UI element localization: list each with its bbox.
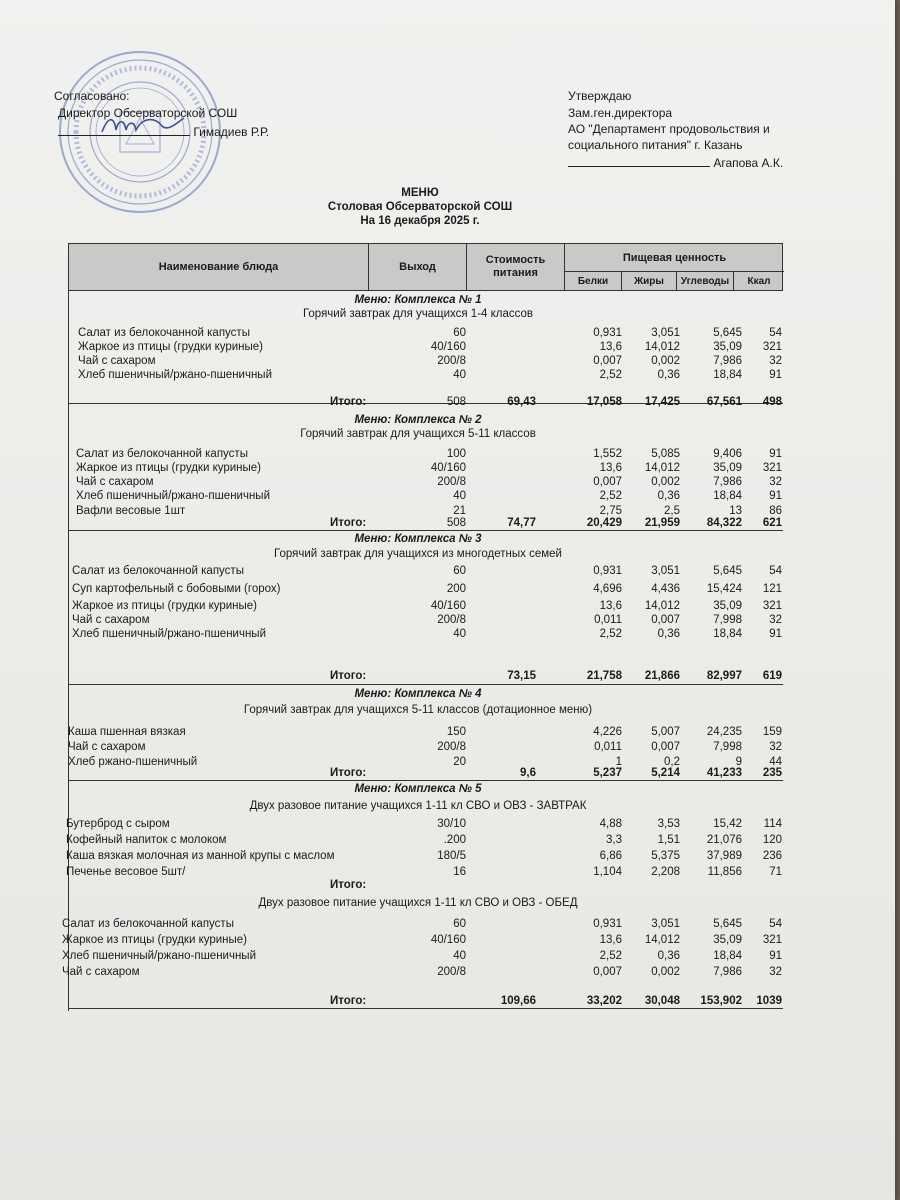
dish-protein: 13,6 xyxy=(599,934,622,946)
total-fat: 30,048 xyxy=(644,995,680,1007)
dish-protein: 0,011 xyxy=(594,741,622,753)
dish-name: Жаркое из птицы (грудки куриные) xyxy=(76,462,262,474)
dish-name: Каша пшенная вязкая xyxy=(68,726,186,738)
dish-yield: 16 xyxy=(453,866,466,878)
dish-name: Каша вязкая молочная из манной крупы с маслом xyxy=(66,850,335,862)
dish-carbs: 5,645 xyxy=(713,327,742,339)
dish-name: Чай с сахаром xyxy=(76,476,154,488)
dish-name: Чай с сахаром xyxy=(68,741,146,753)
section-6-subtitle: Двух разовое питание учащихся 1-11 кл СВО и ОВЗ - ОБЕД xyxy=(258,897,578,909)
dish-kcal: 91 xyxy=(769,628,782,640)
dish-yield: 200/8 xyxy=(437,966,466,978)
dish-carbs: 5,645 xyxy=(713,565,742,577)
title-date: На 16 декабря 2025 г. xyxy=(360,215,480,227)
dish-kcal: 32 xyxy=(769,741,782,753)
dish-yield: 20 xyxy=(453,756,466,768)
director-signature-row xyxy=(58,122,269,140)
dish-carbs: 37,989 xyxy=(706,850,742,862)
dish-protein: 0,007 xyxy=(593,476,622,488)
dish-yield: 40/160 xyxy=(430,462,466,474)
approver-signature-row xyxy=(568,154,783,171)
dish-protein: 13,6 xyxy=(599,341,622,353)
section-4-title: Меню: Комплекса № 4 xyxy=(354,688,482,700)
total-kcal: 1039 xyxy=(756,995,782,1007)
dish-fat: 4,436 xyxy=(651,583,680,595)
total-label: Итого: xyxy=(330,670,367,682)
dish-fat: 14,012 xyxy=(644,600,680,612)
dish-kcal: 54 xyxy=(769,565,782,577)
section-4-subtitle: Горячий завтрак для учащихся 5-11 классов (дотационное меню) xyxy=(243,704,593,716)
dish-yield: .200 xyxy=(443,834,466,846)
dish-protein: 0,007 xyxy=(593,966,622,978)
total-yield: 508 xyxy=(446,517,466,529)
total-label: Итого: xyxy=(330,396,367,408)
section-5-title: Меню: Комплекса № 5 xyxy=(354,783,482,795)
dish-kcal: 54 xyxy=(769,327,782,339)
dish-carbs: 18,84 xyxy=(713,628,742,640)
director-name: Гимадиев Р.Р. xyxy=(193,125,270,139)
header-carbs: Углеводы xyxy=(677,272,734,291)
total-cost: 109,66 xyxy=(500,995,536,1007)
dish-name: Печенье весовое 5шт/ xyxy=(66,866,186,878)
dish-kcal: 121 xyxy=(762,583,782,595)
dish-kcal: 44 xyxy=(769,756,782,768)
total-protein: 21,758 xyxy=(586,670,622,682)
dish-protein: 4,88 xyxy=(599,818,622,830)
header-cost: Стоимость питания xyxy=(467,244,565,290)
dish-name: Салат из белокочанной капусты xyxy=(72,565,244,577)
total-fat: 21,959 xyxy=(644,517,680,529)
total-protein: 33,202 xyxy=(586,995,622,1007)
title-menu: МЕНЮ xyxy=(401,187,439,199)
dish-kcal: 91 xyxy=(769,490,782,502)
dish-protein: 3,3 xyxy=(606,834,622,846)
approver-org-line1: АО "Департамент продовольствия и xyxy=(568,122,770,136)
dish-kcal: 91 xyxy=(769,448,782,460)
dish-carbs: 7,986 xyxy=(713,476,742,488)
dish-name: Хлеб пшеничный/ржано-пшеничный xyxy=(62,950,256,962)
dish-yield: 150 xyxy=(446,726,466,738)
dish-fat: 2,5 xyxy=(664,505,680,517)
dish-protein: 2,52 xyxy=(599,628,622,640)
dish-protein: 4,226 xyxy=(593,726,622,738)
director-signature-line xyxy=(58,122,190,136)
section-2-subtitle: Горячий завтрак для учащихся 5-11 классов xyxy=(300,428,536,440)
divider-4 xyxy=(68,780,783,781)
dish-fat: 0,2 xyxy=(664,756,680,768)
dish-kcal: 321 xyxy=(762,341,782,353)
dish-protein: 6,86 xyxy=(599,850,622,862)
section-3-subtitle: Горячий завтрак для учащихся из многодетных семей xyxy=(274,548,562,560)
total-carbs: 153,902 xyxy=(700,995,742,1007)
dish-name: Жаркое из птицы (грудки куриные) xyxy=(62,934,248,946)
dish-fat: 3,53 xyxy=(657,818,680,830)
dish-protein: 0,931 xyxy=(593,327,622,339)
dish-kcal: 120 xyxy=(762,834,782,846)
header-protein: Белки xyxy=(565,272,622,291)
dish-carbs: 15,42 xyxy=(713,818,742,830)
total-fat: 17,425 xyxy=(644,396,680,408)
dish-fat: 3,051 xyxy=(651,327,680,339)
total-label: Итого: xyxy=(330,767,367,779)
dish-carbs: 15,424 xyxy=(706,583,742,595)
dish-carbs: 9 xyxy=(735,756,742,768)
total-protein: 17,058 xyxy=(586,396,622,408)
total-carbs: 41,233 xyxy=(706,767,742,779)
dish-protein: 2,52 xyxy=(599,950,622,962)
dish-fat: 0,007 xyxy=(651,614,680,626)
total-label: Итого: xyxy=(330,517,367,529)
director-title: Директор Обсерваторской СОШ xyxy=(58,106,238,120)
dish-carbs: 35,09 xyxy=(713,462,742,474)
dish-carbs: 18,84 xyxy=(713,369,742,381)
dish-kcal: 321 xyxy=(762,600,782,612)
agreed-label: Согласовано: xyxy=(54,89,130,103)
total-kcal: 235 xyxy=(762,767,782,779)
dish-fat: 1,51 xyxy=(657,834,680,846)
dish-yield: 60 xyxy=(453,565,466,577)
dish-carbs: 7,998 xyxy=(713,614,742,626)
dish-protein: 13,6 xyxy=(599,600,622,612)
dish-fat: 0,36 xyxy=(657,628,680,640)
dish-kcal: 321 xyxy=(762,462,782,474)
dish-protein: 4,696 xyxy=(593,583,622,595)
header-dish: Наименование блюда xyxy=(69,244,369,290)
dish-carbs: 35,09 xyxy=(713,934,742,946)
dish-yield: 200/8 xyxy=(437,741,466,753)
dish-carbs: 9,406 xyxy=(713,448,742,460)
total-carbs: 67,561 xyxy=(706,396,742,408)
dish-fat: 0,002 xyxy=(651,476,680,488)
handwritten-signature xyxy=(98,112,188,138)
dish-name: Кофейный напиток с молоком xyxy=(66,834,227,846)
dish-kcal: 86 xyxy=(769,505,782,517)
dish-carbs: 18,84 xyxy=(713,950,742,962)
total-kcal: 621 xyxy=(762,517,782,529)
dish-yield: 100 xyxy=(446,448,466,460)
total-cost: 73,15 xyxy=(507,670,536,682)
dish-name: Бутерброд с сыром xyxy=(66,818,170,830)
dish-protein: 13,6 xyxy=(599,462,622,474)
approver-org-line2: социального питания" г. Казань xyxy=(568,138,743,152)
section-3-title: Меню: Комплекса № 3 xyxy=(354,533,482,545)
total-kcal: 619 xyxy=(762,670,782,682)
dish-kcal: 71 xyxy=(769,866,782,878)
dish-protein: 1,552 xyxy=(593,448,622,460)
dish-carbs: 7,998 xyxy=(713,741,742,753)
dish-yield: 40/160 xyxy=(430,600,466,612)
total-fat: 5,214 xyxy=(651,767,680,779)
dish-carbs: 24,235 xyxy=(706,726,742,738)
dish-yield: 200/8 xyxy=(437,355,466,367)
dish-fat: 2,208 xyxy=(651,866,680,878)
dish-protein: 2,52 xyxy=(599,369,622,381)
dish-name: Суп картофельный с бобовыми (горох) xyxy=(72,583,281,595)
dish-protein: 0,931 xyxy=(593,918,622,930)
dish-yield: 21 xyxy=(453,505,466,517)
dish-name: Жаркое из птицы (грудки куриные) xyxy=(78,341,264,353)
dish-carbs: 7,986 xyxy=(713,966,742,978)
dish-kcal: 32 xyxy=(769,355,782,367)
dish-fat: 3,051 xyxy=(651,565,680,577)
dish-fat: 5,007 xyxy=(651,726,680,738)
dish-fat: 14,012 xyxy=(644,341,680,353)
dish-yield: 40/160 xyxy=(430,934,466,946)
dish-carbs: 21,076 xyxy=(706,834,742,846)
total-protein: 5,237 xyxy=(593,767,622,779)
total-carbs: 84,322 xyxy=(706,517,742,529)
dish-kcal: 114 xyxy=(763,818,782,830)
table-bottom-border xyxy=(68,1008,783,1009)
total-kcal: 498 xyxy=(762,396,782,408)
dish-kcal: 32 xyxy=(769,476,782,488)
table-left-border xyxy=(68,291,69,1011)
dish-protein: 2,52 xyxy=(599,490,622,502)
dish-name: Хлеб ржано-пшеничный xyxy=(68,756,198,768)
section-1-subtitle: Горячий завтрак для учащихся 1-4 классов xyxy=(302,308,534,320)
table-header xyxy=(68,243,783,291)
dish-name: Чай с сахаром xyxy=(72,614,150,626)
dish-fat: 5,375 xyxy=(651,850,680,862)
approver-name: Агапова А.К. xyxy=(713,156,784,170)
dish-yield: 40 xyxy=(453,950,466,962)
dish-kcal: 54 xyxy=(769,918,782,930)
header-nutrition: Пищевая ценность xyxy=(565,244,784,272)
dish-protein: 2,75 xyxy=(599,505,622,517)
total-protein: 20,429 xyxy=(586,517,622,529)
dish-fat: 0,36 xyxy=(657,369,680,381)
total-yield: 508 xyxy=(446,396,466,408)
dish-carbs: 11,856 xyxy=(707,866,742,878)
dish-yield: 40 xyxy=(453,490,466,502)
dish-yield: 200/8 xyxy=(437,614,466,626)
total-cost: 69,43 xyxy=(507,396,536,408)
total-label: Итого: xyxy=(330,995,367,1007)
dish-fat: 0,36 xyxy=(657,490,680,502)
dish-fat: 14,012 xyxy=(644,462,680,474)
dish-name: Хлеб пшеничный/ржано-пшеничный xyxy=(72,628,266,640)
dish-kcal: 32 xyxy=(769,614,782,626)
section-2-title: Меню: Комплекса № 2 xyxy=(354,414,482,426)
dish-protein: 0,011 xyxy=(594,614,622,626)
dish-kcal: 159 xyxy=(762,726,782,738)
total-cost: 74,77 xyxy=(507,517,536,529)
dish-carbs: 5,645 xyxy=(713,918,742,930)
dish-fat: 3,051 xyxy=(651,918,680,930)
dish-fat: 0,002 xyxy=(651,355,680,367)
dish-yield: 200/8 xyxy=(437,476,466,488)
dish-fat: 5,085 xyxy=(651,448,680,460)
total-cost: 9,6 xyxy=(520,767,536,779)
dish-yield: 30/10 xyxy=(437,818,466,830)
header-yield: Выход xyxy=(369,244,467,290)
total-fat: 21,866 xyxy=(644,670,680,682)
dish-kcal: 91 xyxy=(769,369,782,381)
dish-carbs: 18,84 xyxy=(713,490,742,502)
dish-yield: 40 xyxy=(453,369,466,381)
divider-2 xyxy=(68,530,783,531)
dish-protein: 1,104 xyxy=(593,866,622,878)
total-label: Итого: xyxy=(330,879,367,891)
dish-kcal: 32 xyxy=(769,966,782,978)
title-canteen: Столовая Обсерваторской СОШ xyxy=(327,201,513,213)
dish-name: Салат из белокочанной капусты xyxy=(76,448,248,460)
dish-yield: 60 xyxy=(453,327,466,339)
dish-fat: 0,007 xyxy=(651,741,680,753)
header-fat: Жиры xyxy=(622,272,677,291)
dish-name: Хлеб пшеничный/ржано-пшеничный xyxy=(76,490,270,502)
approver-position: Зам.ген.директора xyxy=(568,106,673,120)
dish-carbs: 13 xyxy=(729,505,742,517)
dish-name: Хлеб пшеничный/ржано-пшеничный xyxy=(78,369,272,381)
dish-name: Салат из белокочанной капусты xyxy=(78,327,250,339)
dish-protein: 0,931 xyxy=(593,565,622,577)
dish-carbs: 7,986 xyxy=(713,355,742,367)
dish-name: Салат из белокочанной капусты xyxy=(62,918,234,930)
dish-yield: 40/160 xyxy=(430,341,466,353)
approve-label: Утверждаю xyxy=(568,89,632,103)
dish-carbs: 35,09 xyxy=(713,341,742,353)
dish-carbs: 35,09 xyxy=(713,600,742,612)
dish-fat: 0,002 xyxy=(651,966,680,978)
dish-kcal: 321 xyxy=(762,934,782,946)
total-carbs: 82,997 xyxy=(706,670,742,682)
dish-name: Чай с сахаром xyxy=(78,355,156,367)
dish-yield: 180/5 xyxy=(437,850,466,862)
dish-yield: 40 xyxy=(453,628,466,640)
dish-name: Чай с сахаром xyxy=(62,966,140,978)
dish-protein: 0,007 xyxy=(593,355,622,367)
dish-name: Жаркое из птицы (грудки куриные) xyxy=(72,600,258,612)
approver-signature-line xyxy=(568,154,710,167)
dish-protein: 1 xyxy=(615,756,622,768)
header-kcal: Ккал xyxy=(747,276,771,287)
divider-3 xyxy=(68,684,783,685)
dish-name: Вафли весовые 1шт xyxy=(76,505,186,517)
dish-fat: 0,36 xyxy=(657,950,680,962)
dish-yield: 60 xyxy=(453,918,466,930)
dish-kcal: 91 xyxy=(769,950,782,962)
dish-kcal: 236 xyxy=(762,850,782,862)
section-1-title: Меню: Комплекса № 1 xyxy=(354,294,482,306)
dish-yield: 200 xyxy=(446,583,466,595)
document-title xyxy=(270,186,570,228)
section-5-subtitle: Двух разовое питание учащихся 1-11 кл СВО и ОВЗ - ЗАВТРАК xyxy=(249,800,587,812)
dish-fat: 14,012 xyxy=(644,934,680,946)
